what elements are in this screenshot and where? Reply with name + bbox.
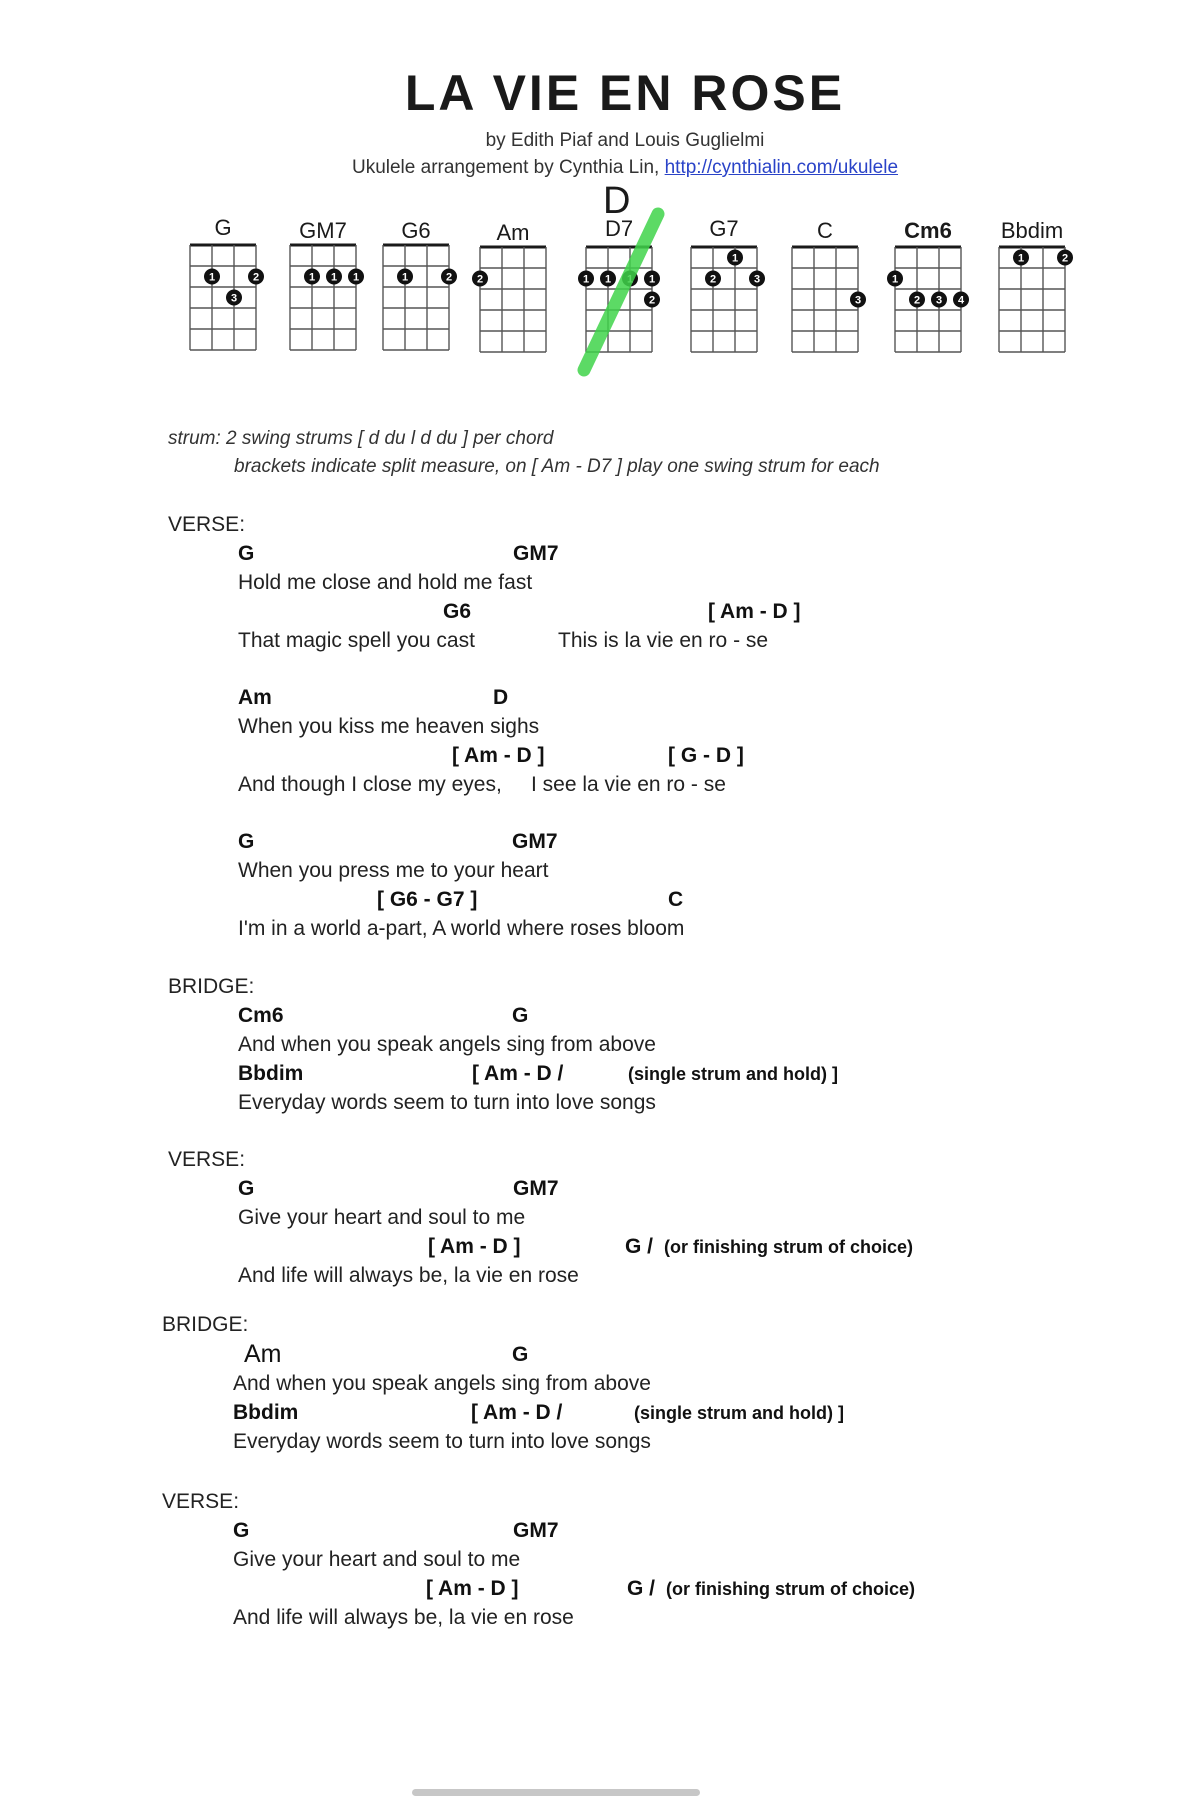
chord-label: C [668,888,684,911]
chord-label: G [238,830,255,853]
byline: by Edith Piaf and Louis Guglielmi [485,130,765,151]
finger-number: 4 [957,294,965,307]
chord-diagram [691,216,765,352]
finger-number: 1 [626,273,634,286]
chord-label: G [238,1177,255,1200]
chord-diagram [792,218,866,352]
finger-number: 2 [709,273,717,286]
strum-line-2: brackets indicate split measure, on [ Am - D7 ] play one swing strum for each [234,456,880,477]
chord-diagram-name: Cm6 [904,218,952,243]
finger-number: 1 [1017,252,1025,265]
chord-diagram-name: Am [496,220,530,245]
finger-number: 3 [854,294,862,307]
finger-number: 1 [648,273,656,286]
lyric-line: And though I close my eyes, [238,773,502,796]
lyric-line: When you kiss me heaven sighs [238,715,540,738]
chord-label: G [512,1343,529,1366]
handwritten-d-annotation: D [603,180,631,222]
chord-diagram-name: GM7 [299,218,347,243]
chord-diagram [383,218,457,350]
lyric-line: When you press me to your heart [238,859,549,882]
chord-label: G [512,1004,529,1027]
finger-number: 1 [891,273,899,286]
chord-label: Am [244,1340,282,1368]
chord-diagram-name: G [214,215,232,240]
chord-label: GM7 [513,1519,559,1542]
chord-label: [ Am - D / [472,1062,564,1085]
chord-diagram [290,218,364,350]
lyric-line: I'm in a world a-part, A world where roses bloom [238,917,685,940]
chord-diagram-name: C [817,218,833,243]
section-label-verse: VERSE: [162,1490,240,1513]
chord-label: G [233,1519,250,1542]
finger-number: 1 [208,271,216,284]
strum-note: (or finishing strum of choice) [666,1579,916,1599]
chord-label: [ G6 - G7 ] [377,888,478,911]
section-label-verse: VERSE: [168,513,246,536]
section-label-bridge: BRIDGE: [162,1313,249,1336]
lyric-line: Give your heart and soul to me [238,1206,526,1229]
finger-number: 1 [401,271,409,284]
finger-number: 2 [252,271,260,284]
finger-number: 2 [913,294,921,307]
chord-label: G / [625,1235,654,1258]
arrangement-prefix: Ukulele arrangement by Cynthia Lin, [351,157,660,178]
finger-number: 1 [582,273,590,286]
arrangement-link[interactable]: http://cynthialin.com/ukulele [664,157,899,178]
strum-note: (single strum and hold) ] [628,1064,838,1084]
lyric-line: And life will always be, la vie en rose [238,1264,579,1287]
lyric-line: Everyday words seem to turn into love songs [238,1091,656,1114]
finger-number: 1 [352,271,360,284]
chord-label: Cm6 [238,1004,284,1027]
chord-diagram-name: D7 [604,216,634,241]
finger-number: 3 [935,294,943,307]
chord-diagram-name: Bbdim [1000,218,1064,243]
chord-label: G [238,542,255,565]
chord-label: [ Am - D ] [708,600,801,623]
finger-number: 3 [230,292,238,305]
chord-diagram-name: G6 [401,218,431,243]
lyric-line: This is la vie en ro - se [558,629,769,652]
finger-number: 1 [731,252,739,265]
finger-number: 2 [445,271,453,284]
finger-number: 1 [604,273,612,286]
lyric-line: I see la vie en ro - se [531,773,726,796]
strum-line-1: strum: 2 swing strums [ d du l d du ] per chord [168,428,554,449]
lyric-line: And life will always be, la vie en rose [233,1606,574,1629]
lyric-line: And when you speak angels sing from above [233,1372,651,1395]
section-label-verse: VERSE: [168,1148,246,1171]
strum-note: (or finishing strum of choice) [664,1237,914,1257]
finger-number: 3 [753,273,761,286]
section-label-bridge: BRIDGE: [168,975,255,998]
chord-label: Am [238,686,272,709]
finger-number: 2 [648,294,656,307]
song-title: LA VIE EN ROSE [404,65,846,121]
chord-label: G6 [443,600,472,623]
chord-label: Bbdim [233,1401,299,1424]
chord-label: GM7 [513,542,559,565]
chord-diagram [999,218,1073,352]
lyric-line: Everyday words seem to turn into love songs [233,1430,651,1453]
chord-label: [ Am - D ] [428,1235,521,1258]
chord-diagram [887,218,969,352]
chord-label: [ Am - D ] [452,744,545,767]
chord-label: GM7 [512,830,558,853]
finger-number: 2 [1061,252,1069,265]
chord-label: [ Am - D / [471,1401,563,1424]
lyric-line: Give your heart and soul to me [233,1548,521,1571]
chord-label: D [493,686,509,709]
chord-diagram-strip [0,0,1200,400]
lyric-line: Hold me close and hold me fast [238,571,533,594]
lyric-line: And when you speak angels sing from above [238,1033,656,1056]
chord-label: [ G - D ] [668,744,744,767]
strum-note: (single strum and hold) ] [634,1403,844,1423]
home-indicator[interactable] [412,1789,700,1796]
lyric-line: That magic spell you cast [238,629,475,652]
chord-diagram-name: G7 [709,216,739,241]
chord-label: G / [627,1577,656,1600]
chord-label: Bbdim [238,1062,304,1085]
finger-number: 1 [330,271,338,284]
finger-number: 1 [308,271,316,284]
chord-label: GM7 [513,1177,559,1200]
chord-diagram [472,220,546,352]
finger-number: 2 [476,273,484,286]
chord-diagram [190,215,264,350]
chord-label: [ Am - D ] [426,1577,519,1600]
